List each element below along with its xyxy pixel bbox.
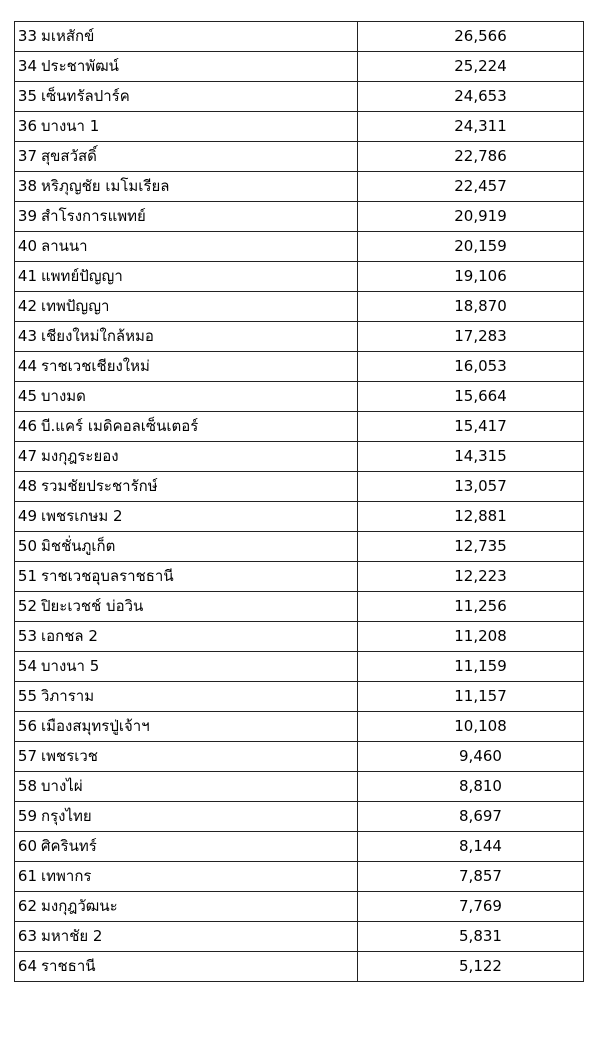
value-cell: 24,653 — [358, 82, 584, 112]
hospital-name-cell: บางนา 1 — [39, 112, 358, 142]
table-row — [15, 772, 584, 802]
table-row — [15, 592, 584, 622]
table-row — [15, 862, 584, 892]
table-row — [15, 472, 584, 502]
rank-cell: 62 — [15, 892, 40, 922]
value-cell: 8,144 — [358, 832, 584, 862]
value-cell: 11,256 — [358, 592, 584, 622]
rank-cell: 38 — [15, 172, 40, 202]
value-cell: 20,919 — [358, 202, 584, 232]
table-row — [15, 832, 584, 862]
hospital-name-cell: บางนา 5 — [39, 652, 358, 682]
rank-cell: 56 — [15, 712, 40, 742]
hospital-name-cell: เชียงใหม่ใกล้หมอ — [39, 322, 358, 352]
rank-cell: 53 — [15, 622, 40, 652]
hospital-name-cell: วิภาราม — [39, 682, 358, 712]
table-row — [15, 382, 584, 412]
table-row — [15, 892, 584, 922]
rank-cell: 57 — [15, 742, 40, 772]
hospital-name-cell: มงกุฎวัฒนะ — [39, 892, 358, 922]
rank-cell: 39 — [15, 202, 40, 232]
table-row — [15, 322, 584, 352]
table-row — [15, 682, 584, 712]
table-row — [15, 352, 584, 382]
rank-cell: 33 — [15, 22, 40, 52]
table-row — [15, 142, 584, 172]
hospital-name-cell: เทพากร — [39, 862, 358, 892]
value-cell: 20,159 — [358, 232, 584, 262]
hospital-name-cell: เพชรเกษม 2 — [39, 502, 358, 532]
rank-cell: 45 — [15, 382, 40, 412]
table-row — [15, 502, 584, 532]
value-cell: 15,417 — [358, 412, 584, 442]
table-row — [15, 262, 584, 292]
table-row — [15, 562, 584, 592]
hospital-name-cell: ราชธานี — [39, 952, 358, 982]
table-row — [15, 712, 584, 742]
hospital-name-cell: ศิครินทร์ — [39, 832, 358, 862]
value-cell: 14,315 — [358, 442, 584, 472]
value-cell: 10,108 — [358, 712, 584, 742]
rank-cell: 60 — [15, 832, 40, 862]
rank-cell: 64 — [15, 952, 40, 982]
hospital-name-cell: ประชาพัฒน์ — [39, 52, 358, 82]
value-cell: 5,122 — [358, 952, 584, 982]
value-cell: 11,157 — [358, 682, 584, 712]
rank-cell: 49 — [15, 502, 40, 532]
value-cell: 22,786 — [358, 142, 584, 172]
hospital-name-cell: เทพปัญญา — [39, 292, 358, 322]
table-row — [15, 52, 584, 82]
hospital-name-cell: ราชเวชอุบลราชธานี — [39, 562, 358, 592]
rank-cell: 41 — [15, 262, 40, 292]
value-cell: 11,159 — [358, 652, 584, 682]
value-cell: 12,223 — [358, 562, 584, 592]
hospital-name-cell: สำโรงการแพทย์ — [39, 202, 358, 232]
table-row — [15, 952, 584, 982]
value-cell: 22,457 — [358, 172, 584, 202]
value-cell: 7,857 — [358, 862, 584, 892]
table-row — [15, 172, 584, 202]
value-cell: 7,769 — [358, 892, 584, 922]
rank-cell: 55 — [15, 682, 40, 712]
value-cell: 19,106 — [358, 262, 584, 292]
value-cell: 25,224 — [358, 52, 584, 82]
value-cell: 12,881 — [358, 502, 584, 532]
value-cell: 12,735 — [358, 532, 584, 562]
table-row — [15, 112, 584, 142]
rank-cell: 63 — [15, 922, 40, 952]
value-cell: 8,810 — [358, 772, 584, 802]
value-cell: 15,664 — [358, 382, 584, 412]
table-body — [15, 22, 584, 982]
hospital-name-cell: สุขสวัสดิ์ — [39, 142, 358, 172]
table-row — [15, 742, 584, 772]
hospital-name-cell: บางไผ่ — [39, 772, 358, 802]
hospital-name-cell: ลานนา — [39, 232, 358, 262]
rank-cell: 43 — [15, 322, 40, 352]
value-cell: 18,870 — [358, 292, 584, 322]
rank-cell: 44 — [15, 352, 40, 382]
hospital-name-cell: ราชเวชเชียงใหม่ — [39, 352, 358, 382]
hospital-name-cell: กรุงไทย — [39, 802, 358, 832]
hospital-name-cell: เซ็นทรัลปาร์ค — [39, 82, 358, 112]
rank-cell: 59 — [15, 802, 40, 832]
rank-cell: 42 — [15, 292, 40, 322]
hospital-name-cell: บางมด — [39, 382, 358, 412]
table-row — [15, 622, 584, 652]
hospital-name-cell: เอกชล 2 — [39, 622, 358, 652]
rank-cell: 52 — [15, 592, 40, 622]
table-row — [15, 292, 584, 322]
table-row — [15, 442, 584, 472]
table-row — [15, 82, 584, 112]
table-row — [15, 532, 584, 562]
rank-cell: 37 — [15, 142, 40, 172]
rank-cell: 46 — [15, 412, 40, 442]
hospital-name-cell: เมืองสมุทรปู่เจ้าฯ — [39, 712, 358, 742]
hospital-name-cell: แพทย์ปัญญา — [39, 262, 358, 292]
table-row — [15, 202, 584, 232]
hospital-name-cell: ปิยะเวชช์ บ่อวิน — [39, 592, 358, 622]
rank-cell: 35 — [15, 82, 40, 112]
rank-cell: 51 — [15, 562, 40, 592]
value-cell: 8,697 — [358, 802, 584, 832]
rank-cell: 58 — [15, 772, 40, 802]
hospital-name-cell: เพชรเวช — [39, 742, 358, 772]
table-row — [15, 22, 584, 52]
table-row — [15, 922, 584, 952]
rank-cell: 50 — [15, 532, 40, 562]
rank-cell: 47 — [15, 442, 40, 472]
table-row — [15, 412, 584, 442]
value-cell: 5,831 — [358, 922, 584, 952]
hospital-name-cell: มงกุฎระยอง — [39, 442, 358, 472]
table-row — [15, 652, 584, 682]
value-cell: 17,283 — [358, 322, 584, 352]
hospital-name-cell: หริภุญชัย เมโมเรียล — [39, 172, 358, 202]
hospital-name-cell: มเหสักข์ — [39, 22, 358, 52]
hospital-name-cell: มหาชัย 2 — [39, 922, 358, 952]
value-cell: 9,460 — [358, 742, 584, 772]
hospital-name-cell: รวมชัยประชารักษ์ — [39, 472, 358, 502]
rank-cell: 54 — [15, 652, 40, 682]
rank-cell: 34 — [15, 52, 40, 82]
hospital-name-cell: มิชชั่นภูเก็ต — [39, 532, 358, 562]
value-cell: 26,566 — [358, 22, 584, 52]
value-cell: 16,053 — [358, 352, 584, 382]
table-row — [15, 802, 584, 832]
rank-cell: 48 — [15, 472, 40, 502]
hospital-ranking-table — [14, 21, 584, 982]
value-cell: 11,208 — [358, 622, 584, 652]
hospital-name-cell: บี.แคร์ เมดิคอลเซ็นเตอร์ — [39, 412, 358, 442]
rank-cell: 40 — [15, 232, 40, 262]
table-row — [15, 232, 584, 262]
rank-cell: 36 — [15, 112, 40, 142]
rank-cell: 61 — [15, 862, 40, 892]
value-cell: 13,057 — [358, 472, 584, 502]
value-cell: 24,311 — [358, 112, 584, 142]
